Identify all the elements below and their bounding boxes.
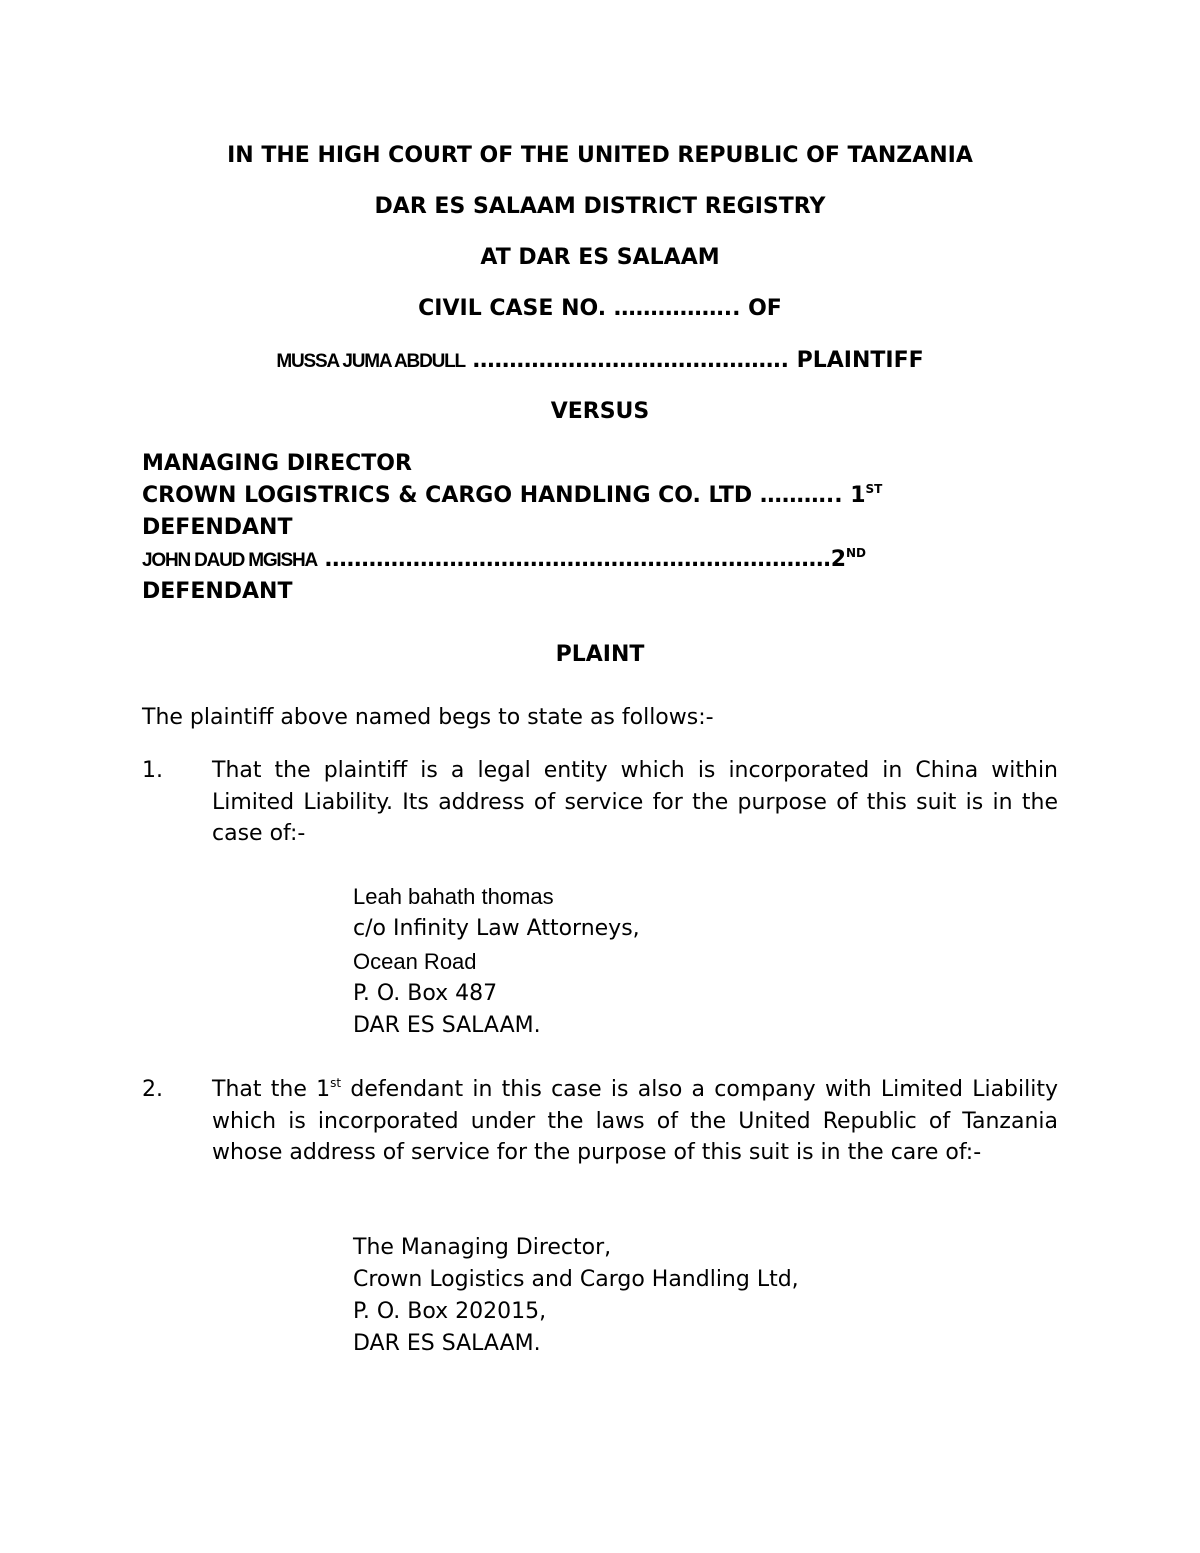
- defendant2-name: JOHN DAUD MGISHA: [142, 550, 318, 571]
- defendant1-role: DEFENDANT: [142, 515, 293, 540]
- plaintiff-line: [0, 347, 1200, 376]
- paragraph-2-text: [212, 1074, 1058, 1169]
- paragraph-1-text: That the plaintiff is a legal entity which is incorporated in China within Limited Liability. Its address of service for the purpose of this suit is in the case of:-: [212, 758, 1058, 846]
- address2-city: DAR ES SALAAM.: [353, 1331, 541, 1356]
- address2-company: Crown Logistics and Cargo Handling Ltd,: [353, 1267, 799, 1292]
- address1-name: Leah bahath thomas: [353, 884, 554, 909]
- address2-box: P. O. Box 202015,: [353, 1299, 547, 1324]
- intro-text: The plaintiff above named begs to state as follows:-: [142, 705, 714, 730]
- paragraph-1-number: 1.: [142, 758, 163, 783]
- address1-box: P. O. Box 487: [353, 981, 498, 1006]
- case-number: CIVIL CASE NO. …………….. OF: [418, 296, 782, 321]
- paragraph-2-number: 2.: [142, 1077, 163, 1102]
- defendant1-company-text: CROWN LOGISTRICS & CARGO HANDLING CO. LTD ……….. 1: [142, 483, 866, 508]
- defendant2-line: [142, 546, 866, 575]
- defendant2-dots: ……………………………………………………………2: [317, 547, 846, 572]
- paragraph-2-pre: That the 1: [212, 1077, 331, 1102]
- plaintiff-name: MUSSA JUMA ABDULL: [276, 351, 465, 372]
- registry-heading: DAR ES SALAAM DISTRICT REGISTRY: [374, 194, 826, 219]
- address1-road: Ocean Road: [353, 949, 477, 974]
- plaint-title: PLAINT: [555, 642, 645, 667]
- address1-care-of: c/o Infinity Law Attorneys,: [353, 916, 640, 941]
- address1-city: DAR ES SALAAM.: [353, 1013, 541, 1038]
- defendant2-ordinal: ND: [846, 546, 867, 560]
- paragraph-2-body: defendant in this case is also a company with Limited Liability which is incorporated under the laws of the United Republic of Tanzania whose address of service for the purpose of this suit is in the care of:-: [212, 1077, 1058, 1165]
- defendant1-company: [142, 482, 882, 510]
- address2-name: The Managing Director,: [353, 1235, 612, 1260]
- court-heading: IN THE HIGH COURT OF THE UNITED REPUBLIC OF TANZANIA: [227, 143, 973, 168]
- defendant1-ordinal: ST: [865, 482, 883, 496]
- plaintiff-role: ……………………………………. PLAINTIFF: [464, 348, 924, 373]
- defendant1-title: MANAGING DIRECTOR: [142, 451, 412, 476]
- defendant2-role: DEFENDANT: [142, 579, 293, 604]
- paragraph-2-ordinal: st: [330, 1076, 342, 1090]
- versus-label: VERSUS: [550, 399, 650, 424]
- location-heading: AT DAR ES SALAAM: [480, 245, 720, 270]
